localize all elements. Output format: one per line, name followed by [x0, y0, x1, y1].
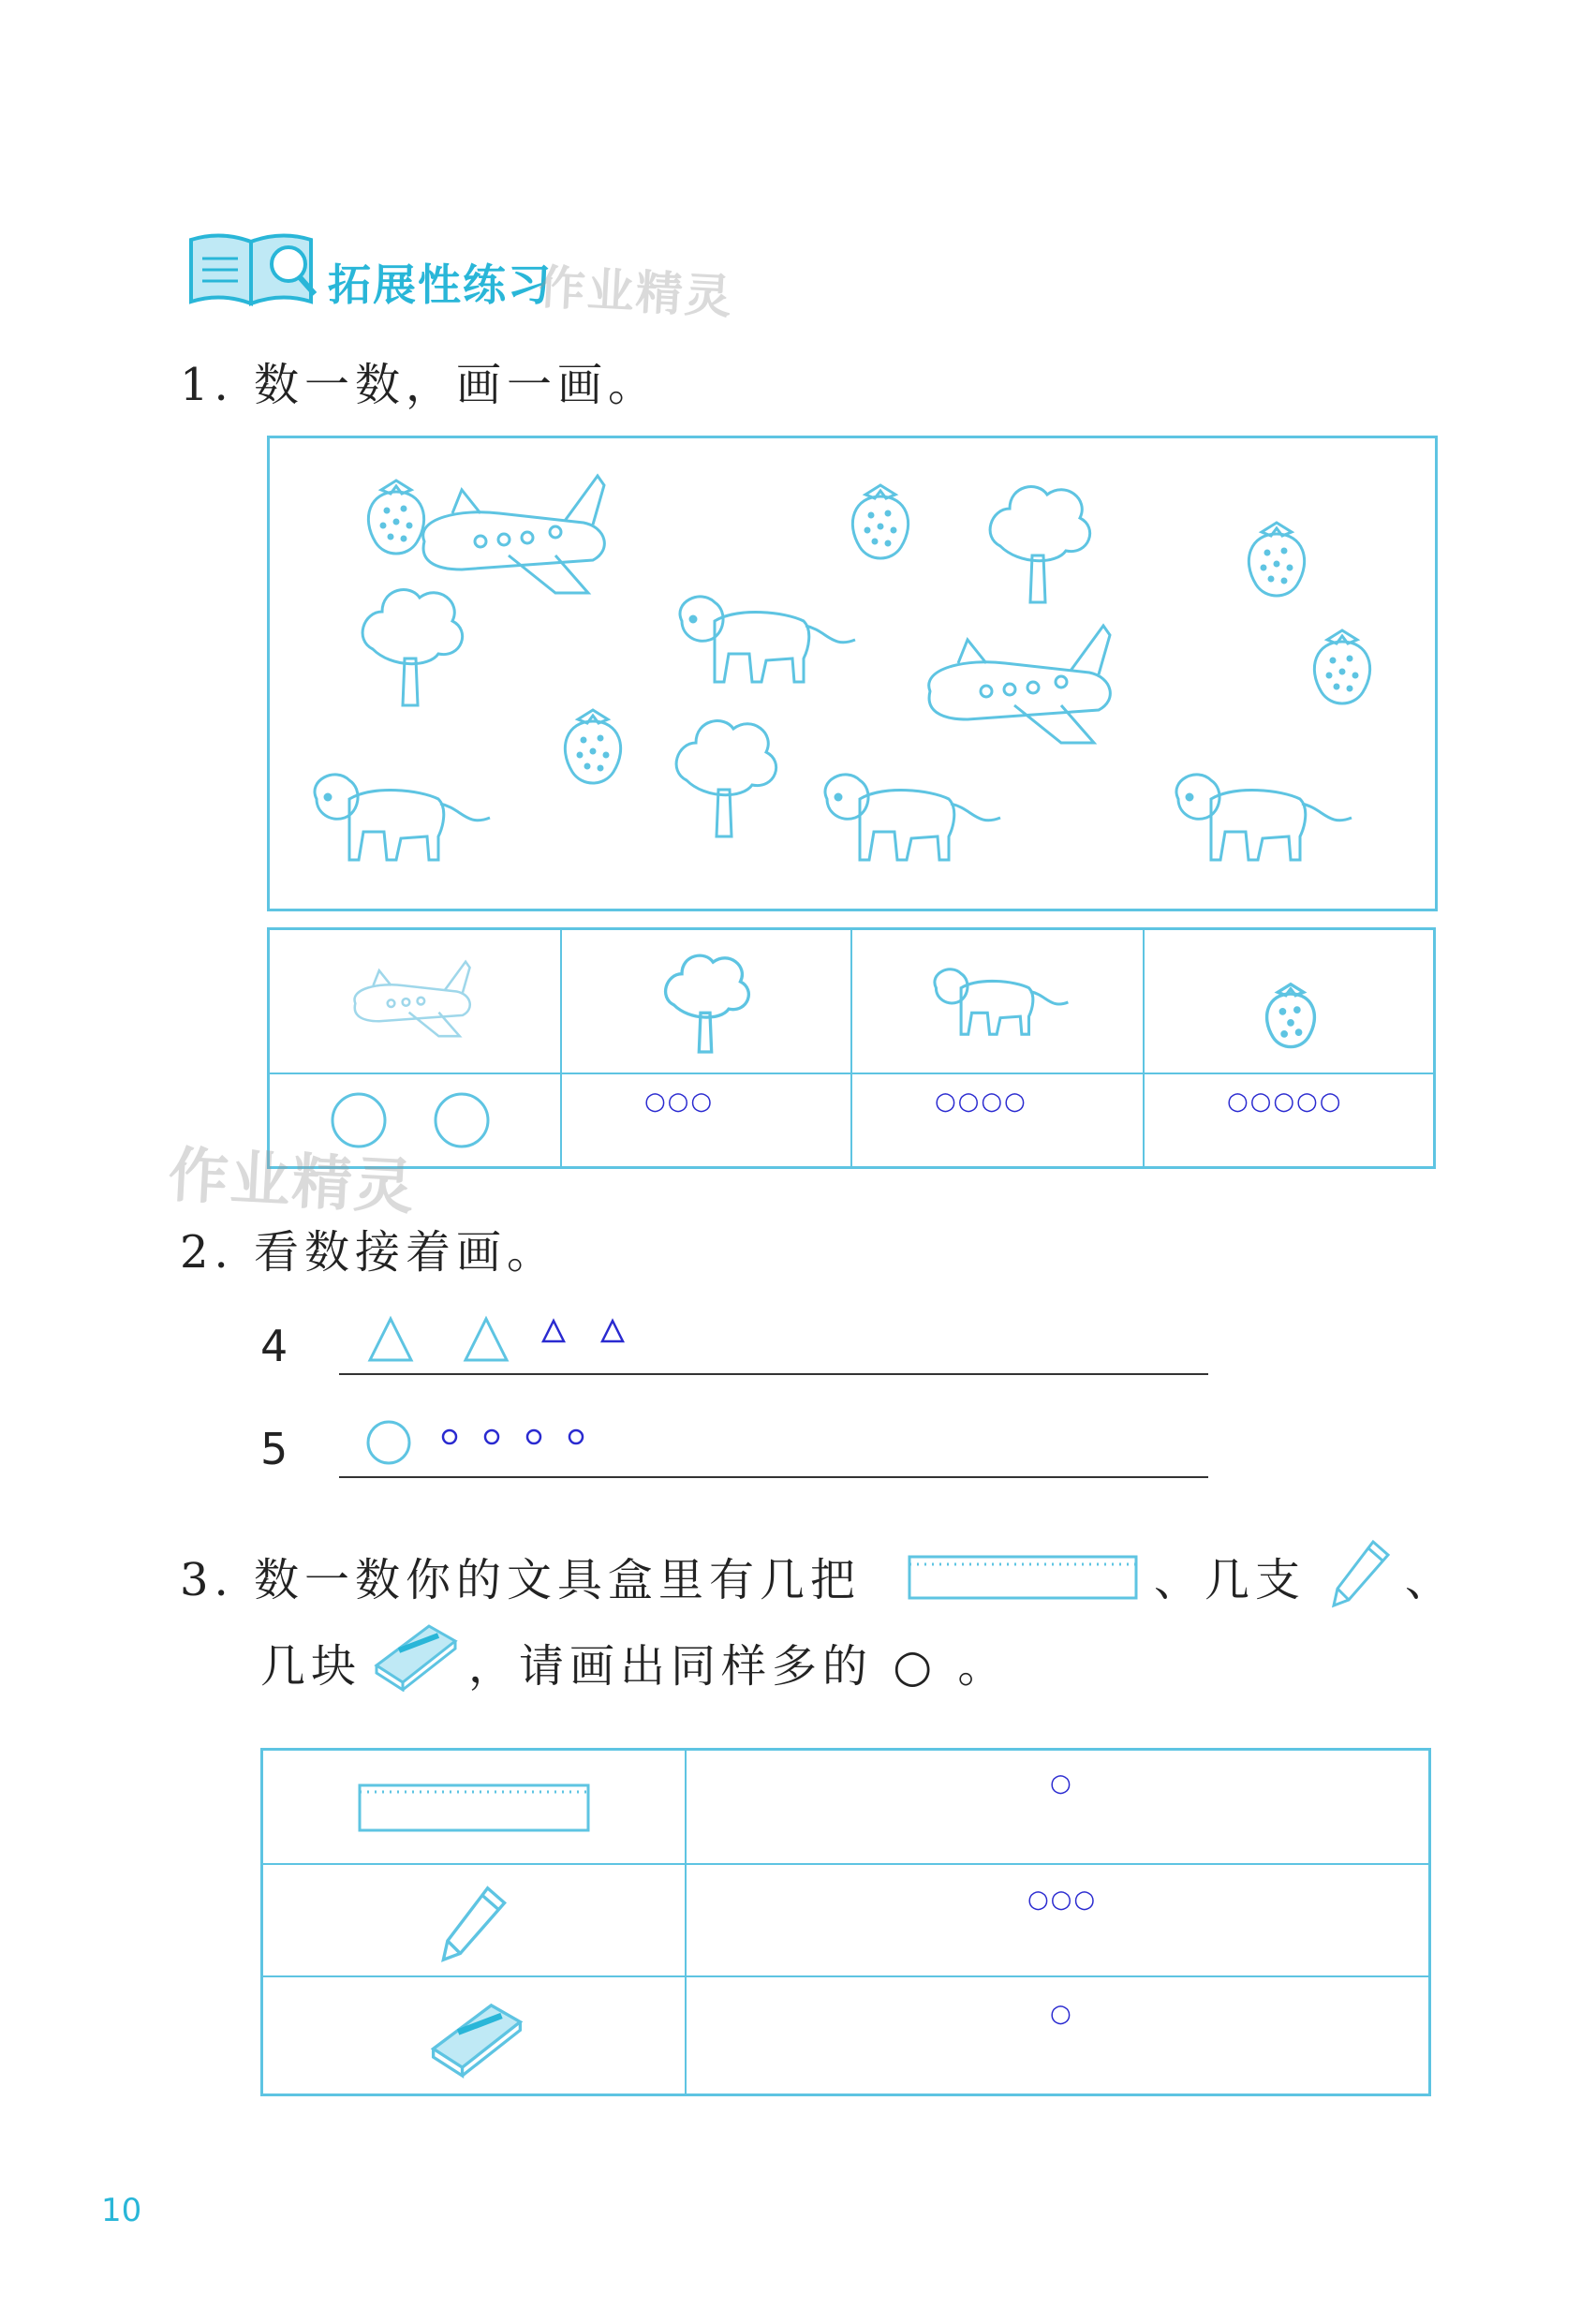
table-cell-lion-icon: [925, 954, 1075, 1051]
triangle-answer: [361, 1304, 642, 1373]
watermark: 作业精灵: [166, 1141, 418, 1223]
answer-strawberry-count: ○○○○○: [1227, 1087, 1343, 1116]
question-3-prompt-part-4: 几块: [260, 1640, 362, 1693]
answer-line-4[interactable]: [339, 1373, 1208, 1375]
row-number: 5: [260, 1424, 288, 1474]
answer-pencil-count: ○○○: [1027, 1886, 1098, 1914]
section-title: 拓展性练习: [328, 259, 553, 310]
table-cell-eraser-icon: [427, 1994, 526, 2082]
answer-lion-count: ○○○○: [935, 1087, 1027, 1116]
table-cell-strawberry-icon: [1263, 979, 1319, 1058]
question-3-prompt-part-2: 、几支: [1154, 1554, 1307, 1606]
question-3-prompt-part-3: 、: [1405, 1554, 1456, 1606]
watermark: 作业精灵: [537, 259, 735, 325]
lion-icon: [315, 775, 490, 860]
q1-answer-table: [267, 927, 1436, 1169]
q3-answer-table: [260, 1748, 1431, 2096]
strawberry-icon: [1314, 630, 1369, 703]
lion-icon: [1176, 775, 1352, 860]
eraser-icon: [371, 1617, 461, 1695]
table-cell-ruler-icon: [357, 1783, 591, 1839]
row-number: 4: [260, 1321, 288, 1371]
tree-icon: [362, 590, 463, 705]
circle-answer: [361, 1413, 604, 1472]
page-number: 10: [101, 2192, 142, 2229]
answer-line-5[interactable]: [339, 1476, 1208, 1478]
table-cell-airplane-icon: [349, 949, 480, 1056]
strawberry-icon: [565, 710, 620, 783]
q1-picture-box: [267, 436, 1438, 911]
answer-ruler-count: ○: [1050, 1769, 1071, 1798]
ruler-icon: [907, 1551, 1141, 1607]
question-3-prompt-part-5: ，请画出同样多的 ○ 。: [468, 1640, 1009, 1693]
tree-icon: [676, 721, 776, 836]
lion-icon: [680, 597, 855, 682]
airplane-icon: [423, 476, 605, 593]
question-2-prompt: 2. 看数接着画。: [180, 1226, 558, 1279]
airplane-icon: [929, 626, 1111, 743]
answer-eraser-count: ○: [1050, 2000, 1071, 2028]
pencil-icon: [1328, 1536, 1394, 1615]
lion-icon: [825, 775, 1000, 860]
strawberry-icon: [852, 485, 908, 558]
table-cell-pencil-icon: [436, 1882, 511, 1970]
section-header-icon: [184, 221, 324, 318]
tree-icon: [990, 487, 1090, 602]
table-cell-tree-icon: [658, 949, 752, 1065]
answer-tree-count: ○○○: [644, 1087, 715, 1116]
question-3-prompt-part-1: 3. 数一数你的文具盒里有几把: [180, 1554, 862, 1606]
strawberry-icon: [1249, 523, 1304, 596]
strawberry-icon: [368, 481, 423, 554]
question-1-prompt: 1. 数一数，画一画。: [180, 359, 659, 411]
